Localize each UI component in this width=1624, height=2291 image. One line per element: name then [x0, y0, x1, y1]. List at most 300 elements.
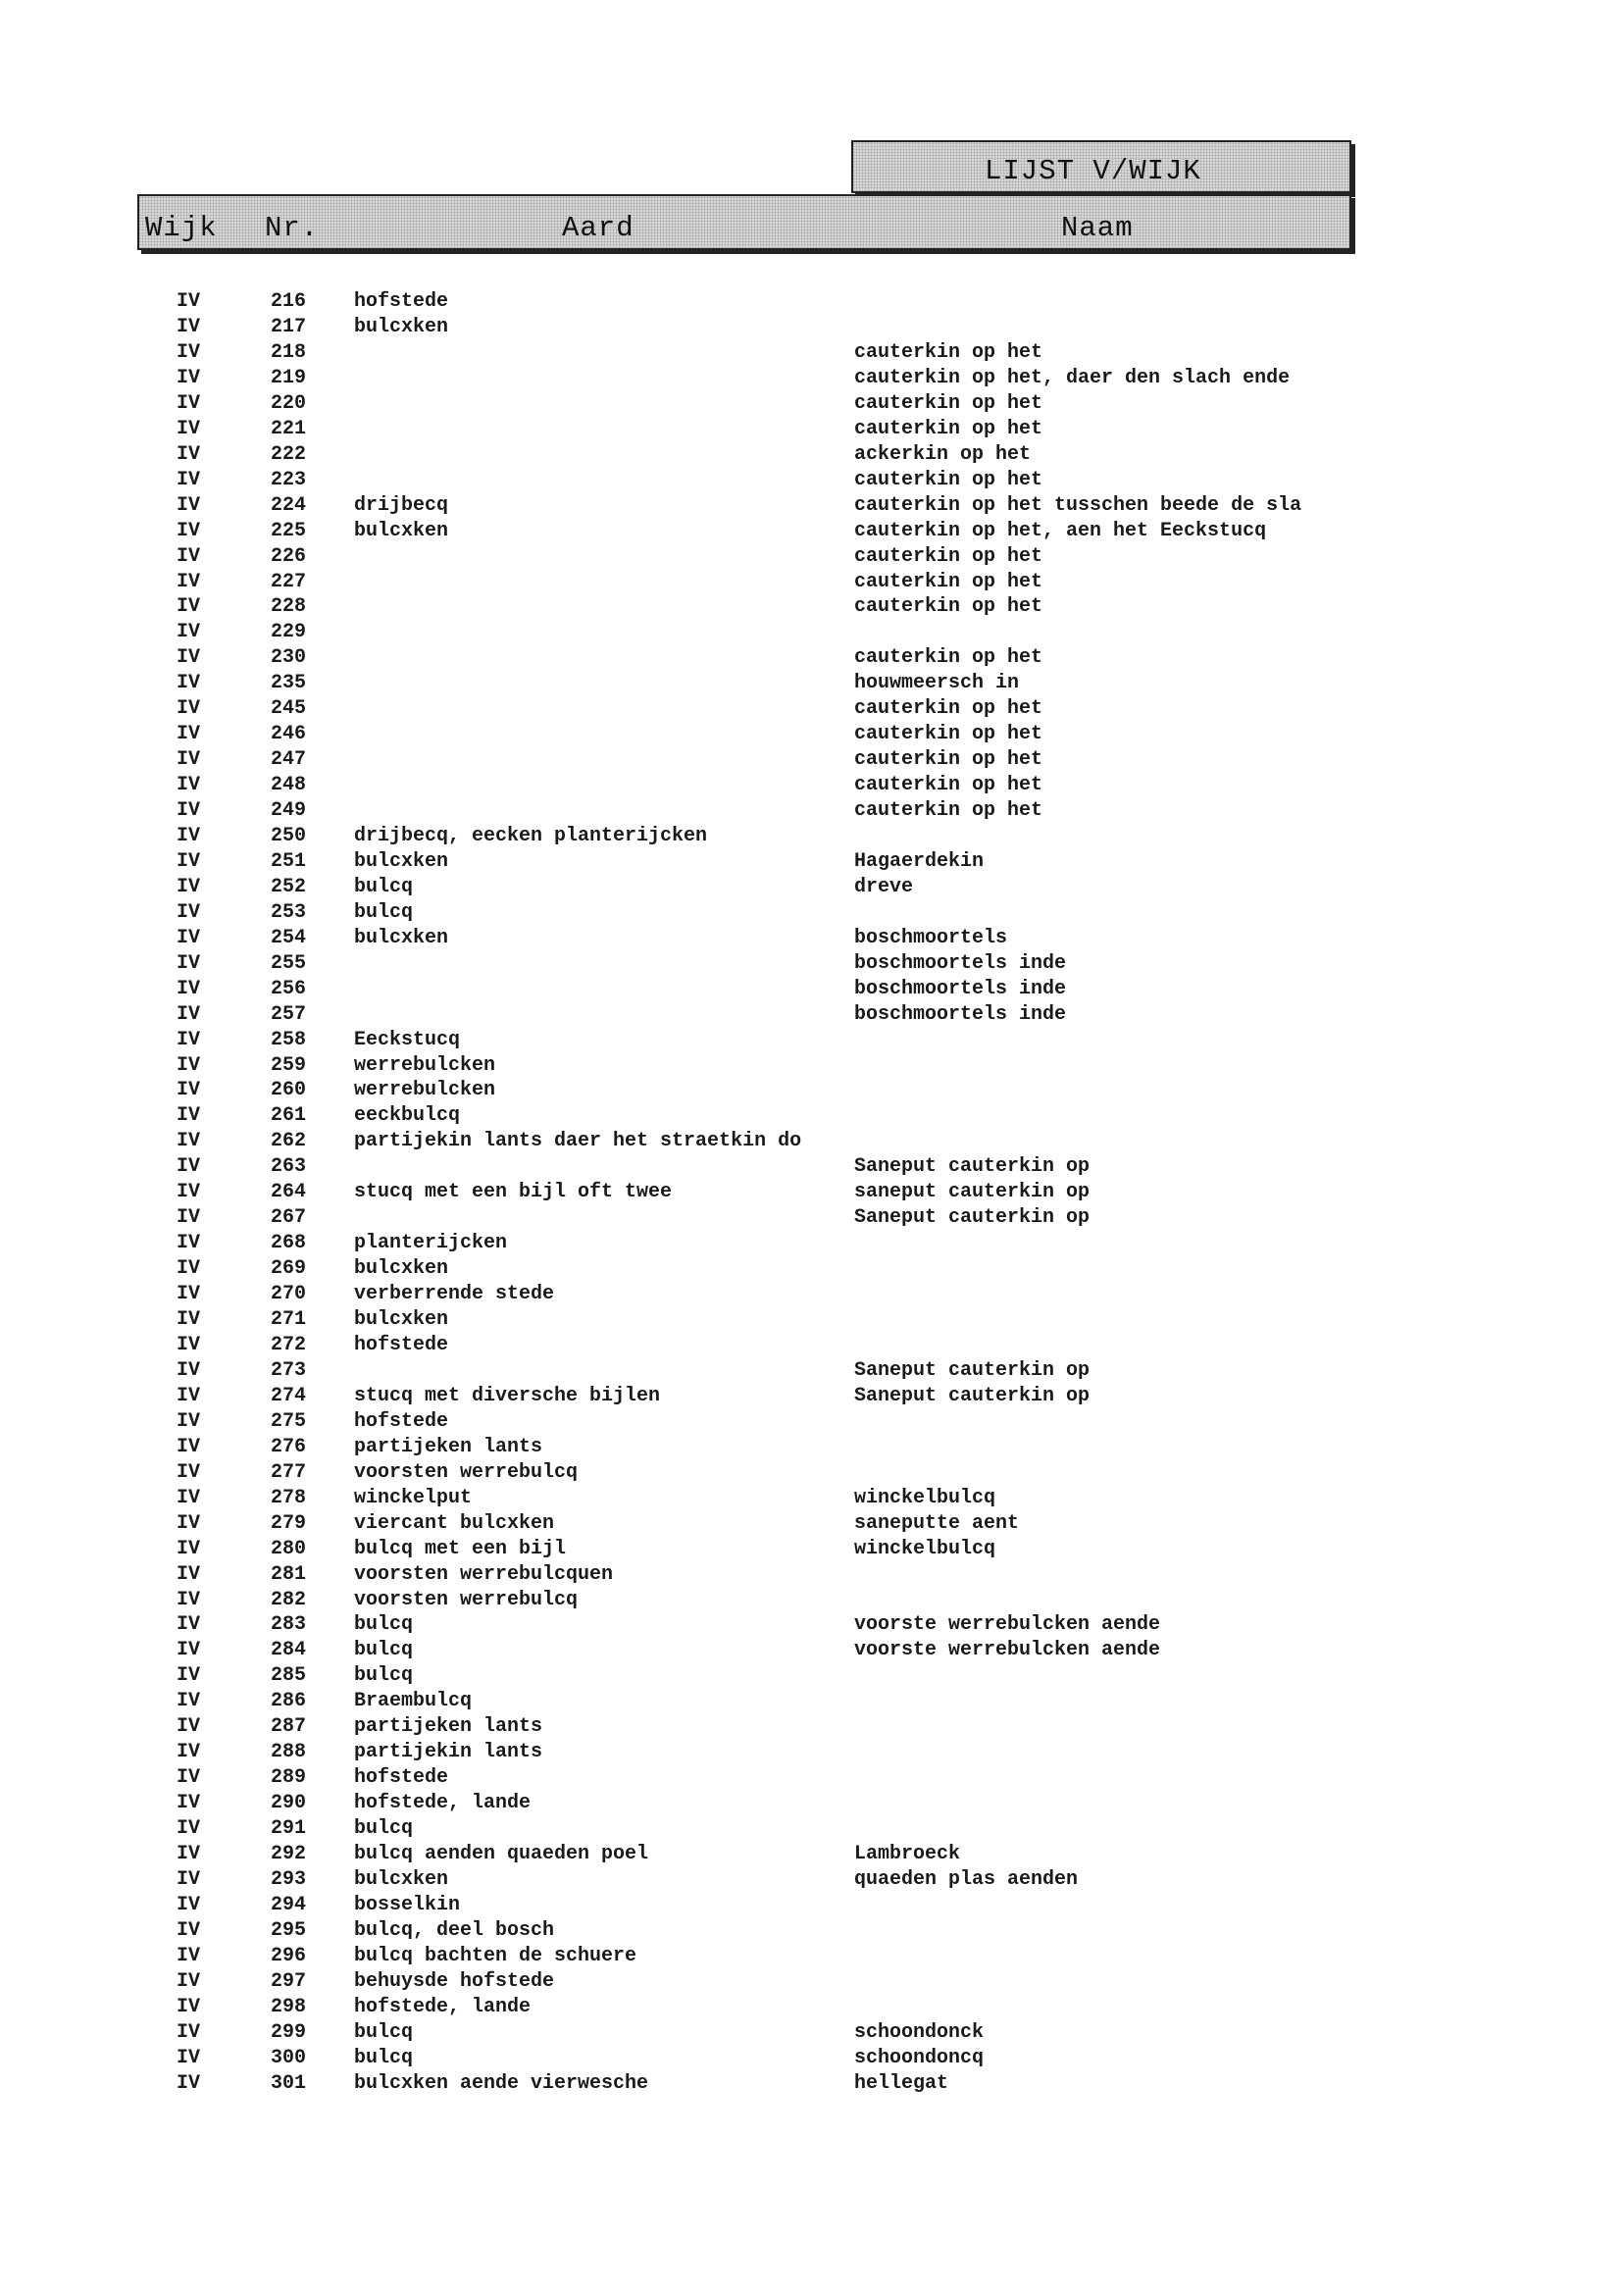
- cell-naam: cauterkin op het: [854, 646, 1043, 670]
- cell-nr: 297: [271, 1969, 307, 1993]
- cell-aard: bulcq: [354, 900, 414, 924]
- cell-naam: cauterkin op het: [854, 391, 1043, 415]
- cell-aard: bulcq: [354, 2046, 414, 2069]
- table-row: [0, 798, 1624, 824]
- cell-nr: 245: [271, 697, 307, 721]
- cell-naam: Saneput cauterkin op: [854, 1358, 1091, 1382]
- cell-nr: 267: [271, 1206, 307, 1230]
- cell-wijk: IV: [177, 1460, 201, 1484]
- cell-aard: bulcq: [354, 2020, 414, 2044]
- cell-wijk: IV: [177, 849, 201, 873]
- cell-aard: bulcxken: [354, 926, 449, 949]
- table-row: [0, 1103, 1624, 1129]
- table-row: [0, 391, 1624, 417]
- cell-aard: werrebulcken: [354, 1053, 496, 1077]
- cell-wijk: IV: [177, 951, 201, 975]
- table-row: [0, 1460, 1624, 1486]
- cell-wijk: IV: [177, 1537, 201, 1560]
- cell-nr: 290: [271, 1792, 307, 1814]
- table-row: [0, 594, 1624, 620]
- cell-wijk: IV: [177, 493, 201, 517]
- table-row: [0, 951, 1624, 977]
- cell-aard: hofstede: [354, 1409, 449, 1433]
- cell-aard: hofstede: [354, 290, 449, 313]
- cell-naam: Saneput cauterkin op: [854, 1155, 1091, 1179]
- cell-naam: Lambroeck: [854, 1843, 961, 1865]
- cell-aard: werrebulcken: [354, 1079, 496, 1102]
- cell-nr: 269: [271, 1257, 307, 1281]
- cell-wijk: IV: [177, 1358, 201, 1382]
- cell-aard: voorsten werrebulcq: [354, 1588, 579, 1611]
- cell-naam: boschmoortels: [854, 926, 1008, 949]
- cell-naam: quaeden plas aenden: [854, 1867, 1079, 1891]
- table-row: [0, 1307, 1624, 1333]
- cell-nr: 284: [271, 1639, 307, 1662]
- cell-aard: bulcxken: [354, 315, 449, 338]
- cell-wijk: IV: [177, 926, 201, 949]
- table-row: [0, 1053, 1624, 1079]
- table-row: [0, 1918, 1624, 1944]
- table-row: [0, 1714, 1624, 1740]
- cell-nr: 250: [271, 824, 307, 847]
- cell-nr: 273: [271, 1358, 307, 1382]
- cell-wijk: IV: [177, 1690, 201, 1713]
- cell-nr: 296: [271, 1944, 307, 1967]
- table-row: [0, 1537, 1624, 1562]
- cell-naam: cauterkin op het: [854, 570, 1043, 593]
- cell-nr: 258: [271, 1028, 307, 1051]
- cell-nr: 220: [271, 391, 307, 415]
- cell-wijk: IV: [177, 1664, 201, 1688]
- table-row: [0, 1638, 1624, 1663]
- cell-naam: saneputte aent: [854, 1511, 1020, 1535]
- cell-wijk: IV: [177, 697, 201, 721]
- cell-wijk: IV: [177, 774, 201, 796]
- cell-nr: 235: [271, 672, 307, 695]
- cell-nr: 225: [271, 519, 307, 542]
- table-row: [0, 340, 1624, 366]
- cell-wijk: IV: [177, 1918, 201, 1942]
- cell-wijk: IV: [177, 2020, 201, 2044]
- cell-wijk: IV: [177, 340, 201, 364]
- table-row: [0, 645, 1624, 671]
- cell-aard: bosselkin: [354, 1893, 461, 1916]
- cell-nr: 291: [271, 1817, 307, 1840]
- cell-nr: 217: [271, 315, 307, 338]
- table-row: [0, 620, 1624, 645]
- cell-naam: cauterkin op het: [854, 595, 1043, 619]
- cell-nr: 253: [271, 900, 307, 924]
- cell-naam: saneput cauterkin op: [854, 1181, 1091, 1204]
- cell-aard: bulcq: [354, 1613, 414, 1637]
- cell-wijk: IV: [177, 2046, 201, 2069]
- cell-nr: 277: [271, 1460, 307, 1484]
- cell-nr: 271: [271, 1308, 307, 1331]
- cell-aard: hofstede: [354, 1334, 449, 1356]
- cell-nr: 224: [271, 493, 307, 517]
- table-row: [0, 1333, 1624, 1358]
- table-row: [0, 366, 1624, 391]
- cell-wijk: IV: [177, 1104, 201, 1128]
- cell-nr: 275: [271, 1409, 307, 1433]
- cell-nr: 270: [271, 1283, 307, 1305]
- cell-nr: 251: [271, 849, 307, 873]
- cell-nr: 299: [271, 2020, 307, 2044]
- cell-aard: stucq met een bijl oft twee: [354, 1181, 673, 1204]
- table-row: [0, 1765, 1624, 1791]
- cell-naam: houwmeersch in: [854, 672, 1020, 695]
- cell-nr: 226: [271, 544, 307, 568]
- cell-aard: hofstede, lande: [354, 1995, 532, 2018]
- table-row: [0, 519, 1624, 544]
- cell-wijk: IV: [177, 1181, 201, 1204]
- cell-naam: boschmoortels inde: [854, 1002, 1067, 1026]
- table-row: [0, 1689, 1624, 1714]
- cell-nr: 280: [271, 1537, 307, 1560]
- cell-wijk: IV: [177, 748, 201, 772]
- cell-wijk: IV: [177, 723, 201, 746]
- cell-wijk: IV: [177, 1944, 201, 1967]
- table-row: [0, 1663, 1624, 1689]
- table-row: [0, 1588, 1624, 1613]
- cell-nr: 259: [271, 1053, 307, 1077]
- cell-nr: 295: [271, 1918, 307, 1942]
- table-row: [0, 1791, 1624, 1816]
- cell-nr: 218: [271, 340, 307, 364]
- cell-nr: 252: [271, 875, 307, 898]
- cell-aard: bulcq aenden quaeden poel: [354, 1843, 649, 1865]
- cell-naam: Hagaerdekin: [854, 849, 985, 873]
- cell-aard: bulcq: [354, 1639, 414, 1662]
- cell-wijk: IV: [177, 1130, 201, 1153]
- cell-aard: bulcxken: [354, 1308, 449, 1331]
- table-row: [0, 289, 1624, 315]
- cell-aard: verberrende stede: [354, 1283, 555, 1305]
- cell-nr: 222: [271, 442, 307, 466]
- cell-nr: 274: [271, 1384, 307, 1407]
- cell-nr: 294: [271, 1893, 307, 1916]
- table-row: [0, 1816, 1624, 1842]
- cell-wijk: IV: [177, 519, 201, 542]
- cell-wijk: IV: [177, 1562, 201, 1586]
- cell-nr: 223: [271, 468, 307, 491]
- table-row: [0, 468, 1624, 493]
- cell-nr: 268: [271, 1232, 307, 1255]
- cell-wijk: IV: [177, 290, 201, 313]
- table-row: [0, 747, 1624, 773]
- table-row: [0, 1002, 1624, 1028]
- table-row: [0, 1129, 1624, 1154]
- cell-wijk: IV: [177, 900, 201, 924]
- table-row: [0, 442, 1624, 468]
- cell-wijk: IV: [177, 1384, 201, 1407]
- cell-aard: bulcq: [354, 1817, 414, 1840]
- cell-nr: 301: [271, 2071, 307, 2095]
- cell-wijk: IV: [177, 544, 201, 568]
- cell-nr: 216: [271, 290, 307, 313]
- cell-nr: 249: [271, 799, 307, 822]
- cell-wijk: IV: [177, 799, 201, 822]
- table-row: [0, 1969, 1624, 1995]
- table-row: [0, 1842, 1624, 1867]
- table-row: [0, 570, 1624, 595]
- table-row: [0, 722, 1624, 747]
- cell-aard: hofstede: [354, 1766, 449, 1790]
- table-row: [0, 1893, 1624, 1918]
- table-row: [0, 1612, 1624, 1638]
- cell-nr: 254: [271, 926, 307, 949]
- cell-wijk: IV: [177, 1232, 201, 1255]
- cell-aard: Braembulcq: [354, 1690, 473, 1713]
- cell-wijk: IV: [177, 1308, 201, 1331]
- table-row: [0, 1409, 1624, 1435]
- cell-nr: 288: [271, 1741, 307, 1764]
- cell-aard: bulcxken: [354, 1867, 449, 1891]
- cell-naam: boschmoortels inde: [854, 951, 1067, 975]
- cell-nr: 255: [271, 951, 307, 975]
- cell-aard: voorsten werrebulcquen: [354, 1562, 614, 1586]
- cell-wijk: IV: [177, 1715, 201, 1739]
- cell-nr: 264: [271, 1181, 307, 1204]
- list-title: LIJST V/WIJK: [985, 155, 1201, 187]
- cell-wijk: IV: [177, 417, 201, 440]
- cell-nr: 228: [271, 595, 307, 619]
- cell-wijk: IV: [177, 1079, 201, 1102]
- table-row: [0, 900, 1624, 926]
- cell-nr: 289: [271, 1766, 307, 1790]
- table-row: [0, 1435, 1624, 1460]
- cell-wijk: IV: [177, 1002, 201, 1026]
- cell-naam: Saneput cauterkin op: [854, 1206, 1091, 1230]
- table-row: [0, 1282, 1624, 1307]
- cell-aard: Eeckstucq: [354, 1028, 461, 1051]
- table-row: [0, 544, 1624, 570]
- cell-nr: 248: [271, 774, 307, 796]
- table-row: [0, 1511, 1624, 1537]
- cell-aard: planterijcken: [354, 1232, 508, 1255]
- cell-wijk: IV: [177, 1995, 201, 2018]
- table-row: [0, 1995, 1624, 2020]
- cell-aard: bulcq: [354, 875, 414, 898]
- cell-wijk: IV: [177, 875, 201, 898]
- cell-aard: bulcxken: [354, 849, 449, 873]
- cell-wijk: IV: [177, 468, 201, 491]
- cell-naam: cauterkin op het: [854, 748, 1043, 772]
- cell-wijk: IV: [177, 1613, 201, 1637]
- cell-wijk: IV: [177, 1409, 201, 1433]
- table-row: [0, 1944, 1624, 1969]
- cell-naam: ackerkin op het: [854, 442, 1032, 466]
- cell-wijk: IV: [177, 1053, 201, 1077]
- cell-wijk: IV: [177, 366, 201, 389]
- cell-aard: bulcxken: [354, 1257, 449, 1281]
- table-row: [0, 1740, 1624, 1765]
- cell-nr: 286: [271, 1690, 307, 1713]
- cell-aard: viercant bulcxken: [354, 1511, 555, 1535]
- cell-naam: winckelbulcq: [854, 1537, 996, 1560]
- cell-nr: 287: [271, 1715, 307, 1739]
- table-row: [0, 1256, 1624, 1282]
- cell-wijk: IV: [177, 977, 201, 1000]
- column-header-wijk: Wijk: [145, 212, 218, 244]
- cell-aard: voorsten werrebulcq: [354, 1460, 579, 1484]
- cell-nr: 261: [271, 1104, 307, 1128]
- cell-nr: 272: [271, 1334, 307, 1356]
- cell-naam: schoondoncq: [854, 2046, 985, 2069]
- cell-wijk: IV: [177, 2071, 201, 2095]
- table-row: [0, 1384, 1624, 1409]
- table-row: [0, 1867, 1624, 1893]
- cell-naam: dreve: [854, 875, 914, 898]
- cell-aard: hofstede, lande: [354, 1792, 532, 1814]
- cell-aard: bulcq met een bijl: [354, 1537, 567, 1560]
- cell-naam: hellegat: [854, 2071, 949, 2095]
- cell-wijk: IV: [177, 824, 201, 847]
- table-row: [0, 671, 1624, 696]
- table-row: [0, 1078, 1624, 1103]
- cell-naam: winckelbulcq: [854, 1486, 996, 1509]
- cell-wijk: IV: [177, 1588, 201, 1611]
- table-row: [0, 417, 1624, 442]
- table-row: [0, 1205, 1624, 1231]
- cell-wijk: IV: [177, 672, 201, 695]
- column-header-nr: Nr.: [265, 212, 320, 244]
- cell-wijk: IV: [177, 621, 201, 644]
- cell-wijk: IV: [177, 1867, 201, 1891]
- cell-wijk: IV: [177, 1486, 201, 1509]
- cell-naam: cauterkin op het: [854, 697, 1043, 721]
- cell-nr: 221: [271, 417, 307, 440]
- table-row: [0, 824, 1624, 849]
- column-header-naam: Naam: [1061, 212, 1134, 244]
- cell-naam: cauterkin op het: [854, 340, 1043, 364]
- cell-aard: stucq met diversche bijlen: [354, 1384, 661, 1407]
- cell-aard: drijbecq: [354, 493, 449, 517]
- cell-aard: bulcxken aende vierwesche: [354, 2071, 649, 2095]
- cell-nr: 246: [271, 723, 307, 746]
- cell-wijk: IV: [177, 1155, 201, 1179]
- cell-nr: 292: [271, 1843, 307, 1865]
- cell-nr: 285: [271, 1664, 307, 1688]
- table-row: [0, 1028, 1624, 1053]
- cell-nr: 230: [271, 646, 307, 670]
- cell-naam: voorste werrebulcken aende: [854, 1613, 1161, 1637]
- cell-wijk: IV: [177, 1741, 201, 1764]
- cell-nr: 256: [271, 977, 307, 1000]
- cell-aard: drijbecq, eecken planterijcken: [354, 824, 708, 847]
- cell-wijk: IV: [177, 1639, 201, 1662]
- table-row: [0, 1154, 1624, 1180]
- cell-naam: cauterkin op het, daer den slach ende: [854, 366, 1291, 389]
- cell-wijk: IV: [177, 1206, 201, 1230]
- cell-nr: 219: [271, 366, 307, 389]
- cell-wijk: IV: [177, 1257, 201, 1281]
- cell-nr: 283: [271, 1613, 307, 1637]
- table-row: [0, 2046, 1624, 2071]
- cell-aard: bulcxken: [354, 519, 449, 542]
- cell-naam: cauterkin op het: [854, 799, 1043, 822]
- column-header-aard: Aard: [562, 212, 634, 244]
- cell-naam: cauterkin op het: [854, 723, 1043, 746]
- cell-nr: 247: [271, 748, 307, 772]
- cell-wijk: IV: [177, 1283, 201, 1305]
- table-row: [0, 1231, 1624, 1256]
- cell-naam: schoondonck: [854, 2020, 985, 2044]
- cell-naam: cauterkin op het: [854, 774, 1043, 796]
- cell-aard: bulcq: [354, 1664, 414, 1688]
- cell-nr: 276: [271, 1435, 307, 1458]
- cell-wijk: IV: [177, 442, 201, 466]
- cell-nr: 262: [271, 1130, 307, 1153]
- cell-nr: 298: [271, 1995, 307, 2018]
- cell-naam: cauterkin op het: [854, 417, 1043, 440]
- cell-aard: behuysde hofstede: [354, 1969, 555, 1993]
- cell-aard: winckelput: [354, 1486, 473, 1509]
- table-row: [0, 773, 1624, 798]
- table-row: [0, 977, 1624, 1002]
- cell-wijk: IV: [177, 1334, 201, 1356]
- table-row: [0, 849, 1624, 875]
- cell-wijk: IV: [177, 1893, 201, 1916]
- cell-wijk: IV: [177, 1969, 201, 1993]
- table-row: [0, 2071, 1624, 2097]
- cell-naam: Saneput cauterkin op: [854, 1384, 1091, 1407]
- table-row: [0, 696, 1624, 722]
- cell-aard: partijeken lants: [354, 1435, 543, 1458]
- cell-wijk: IV: [177, 1511, 201, 1535]
- table-row: [0, 315, 1624, 340]
- table-row: [0, 926, 1624, 951]
- cell-nr: 279: [271, 1511, 307, 1535]
- cell-naam: voorste werrebulcken aende: [854, 1639, 1161, 1662]
- cell-wijk: IV: [177, 1843, 201, 1865]
- cell-wijk: IV: [177, 315, 201, 338]
- cell-nr: 278: [271, 1486, 307, 1509]
- cell-nr: 293: [271, 1867, 307, 1891]
- table-row: [0, 1562, 1624, 1588]
- cell-nr: 257: [271, 1002, 307, 1026]
- cell-wijk: IV: [177, 1435, 201, 1458]
- cell-nr: 281: [271, 1562, 307, 1586]
- cell-aard: partijeken lants: [354, 1715, 543, 1739]
- cell-aard: bulcq bachten de schuere: [354, 1944, 637, 1967]
- table-row: [0, 1486, 1624, 1511]
- cell-naam: cauterkin op het: [854, 468, 1043, 491]
- cell-nr: 263: [271, 1155, 307, 1179]
- cell-nr: 300: [271, 2046, 307, 2069]
- cell-aard: bulcq, deel bosch: [354, 1918, 555, 1942]
- cell-aard: eeckbulcq: [354, 1104, 461, 1128]
- cell-aard: partijekin lants: [354, 1741, 543, 1764]
- table-row: [0, 875, 1624, 900]
- cell-naam: cauterkin op het: [854, 544, 1043, 568]
- cell-wijk: IV: [177, 595, 201, 619]
- table-row: [0, 493, 1624, 519]
- cell-wijk: IV: [177, 1817, 201, 1840]
- table-row: [0, 1180, 1624, 1205]
- table-row: [0, 1358, 1624, 1384]
- cell-nr: 227: [271, 570, 307, 593]
- table-row: [0, 2020, 1624, 2046]
- cell-wijk: IV: [177, 646, 201, 670]
- cell-wijk: IV: [177, 1792, 201, 1814]
- cell-wijk: IV: [177, 570, 201, 593]
- cell-nr: 229: [271, 621, 307, 644]
- cell-naam: boschmoortels inde: [854, 977, 1067, 1000]
- cell-aard: partijekin lants daer het straetkin do: [354, 1130, 802, 1153]
- cell-nr: 260: [271, 1079, 307, 1102]
- cell-nr: 282: [271, 1588, 307, 1611]
